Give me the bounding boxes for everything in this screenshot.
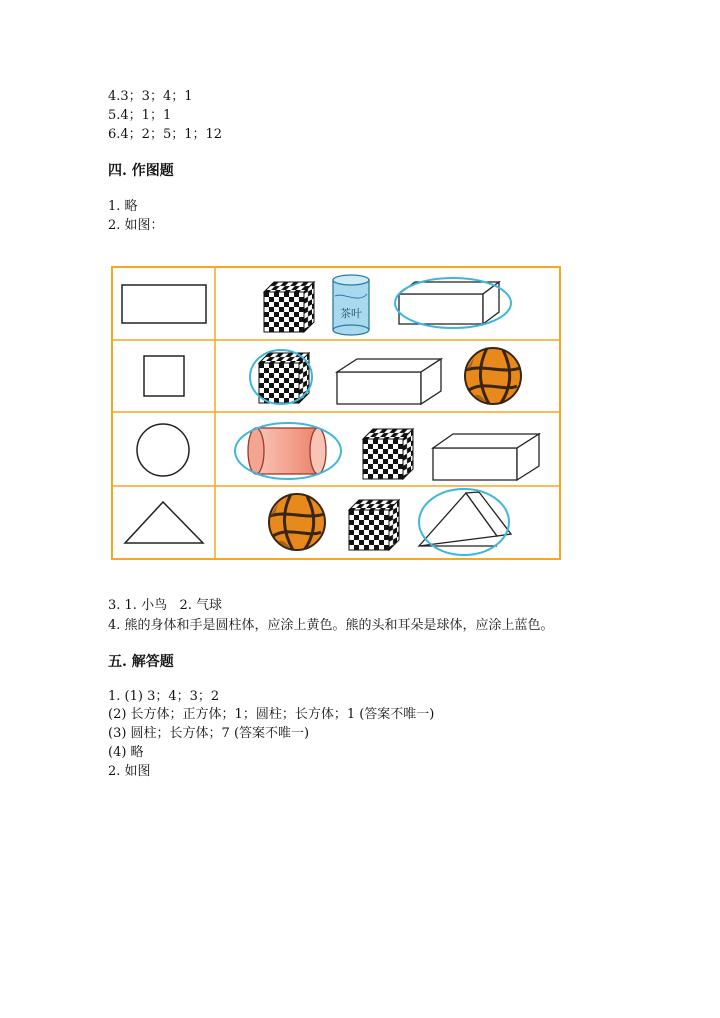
tea-can [333, 275, 369, 335]
section-4-item-4: 4. 熊的身体和手是圆柱体，应涂上黄色。熊的头和耳朵是球体，应涂上蓝色。 [108, 618, 554, 633]
cuboid-shape [433, 434, 539, 480]
circle-shape [137, 424, 189, 476]
shapes-classification-figure [111, 266, 561, 560]
basketball [269, 494, 325, 550]
rectangle-shape [122, 285, 206, 323]
square-shape [144, 356, 184, 396]
section-4-heading: 四. 作图题 [108, 163, 174, 179]
checkered-cube [363, 429, 413, 479]
answer-line-4: 4.3；3；4；1 [108, 89, 193, 104]
section-5-line-2: (2) 长方体；正方体；1；圆柱；长方体；1 (答案不唯一) [108, 707, 435, 722]
section-5-line-3: (3) 圆柱；长方体；7 (答案不唯一) [108, 726, 310, 741]
section-5-line-4: (4) 略 [108, 745, 144, 760]
cuboid-shape [337, 359, 441, 404]
cuboid-circled [395, 278, 511, 328]
triangular-prism-circled [419, 489, 511, 555]
section-5-heading: 五. 解答题 [108, 654, 174, 670]
checkered-cube [264, 282, 314, 332]
answer-line-6: 6.4；2；5；1；12 [108, 127, 223, 142]
section-4-item-3: 3. 1. 小鸟 2. 气球 [108, 598, 223, 613]
triangle-shape [125, 502, 203, 543]
cube-circled [250, 350, 312, 404]
section-4-item-1: 1. 略 [108, 199, 138, 214]
section-4-item-2: 2. 如图： [108, 218, 164, 233]
tea-label: 茶叶 [340, 307, 362, 320]
checkered-cube [349, 500, 399, 550]
section-5-line-5: 2. 如图 [108, 764, 151, 779]
section-5-line-1: 1. (1) 3；4；3；2 [108, 689, 220, 704]
basketball [465, 348, 521, 404]
answer-line-5: 5.4；1；1 [108, 108, 172, 123]
cylinder-circled [235, 423, 341, 479]
